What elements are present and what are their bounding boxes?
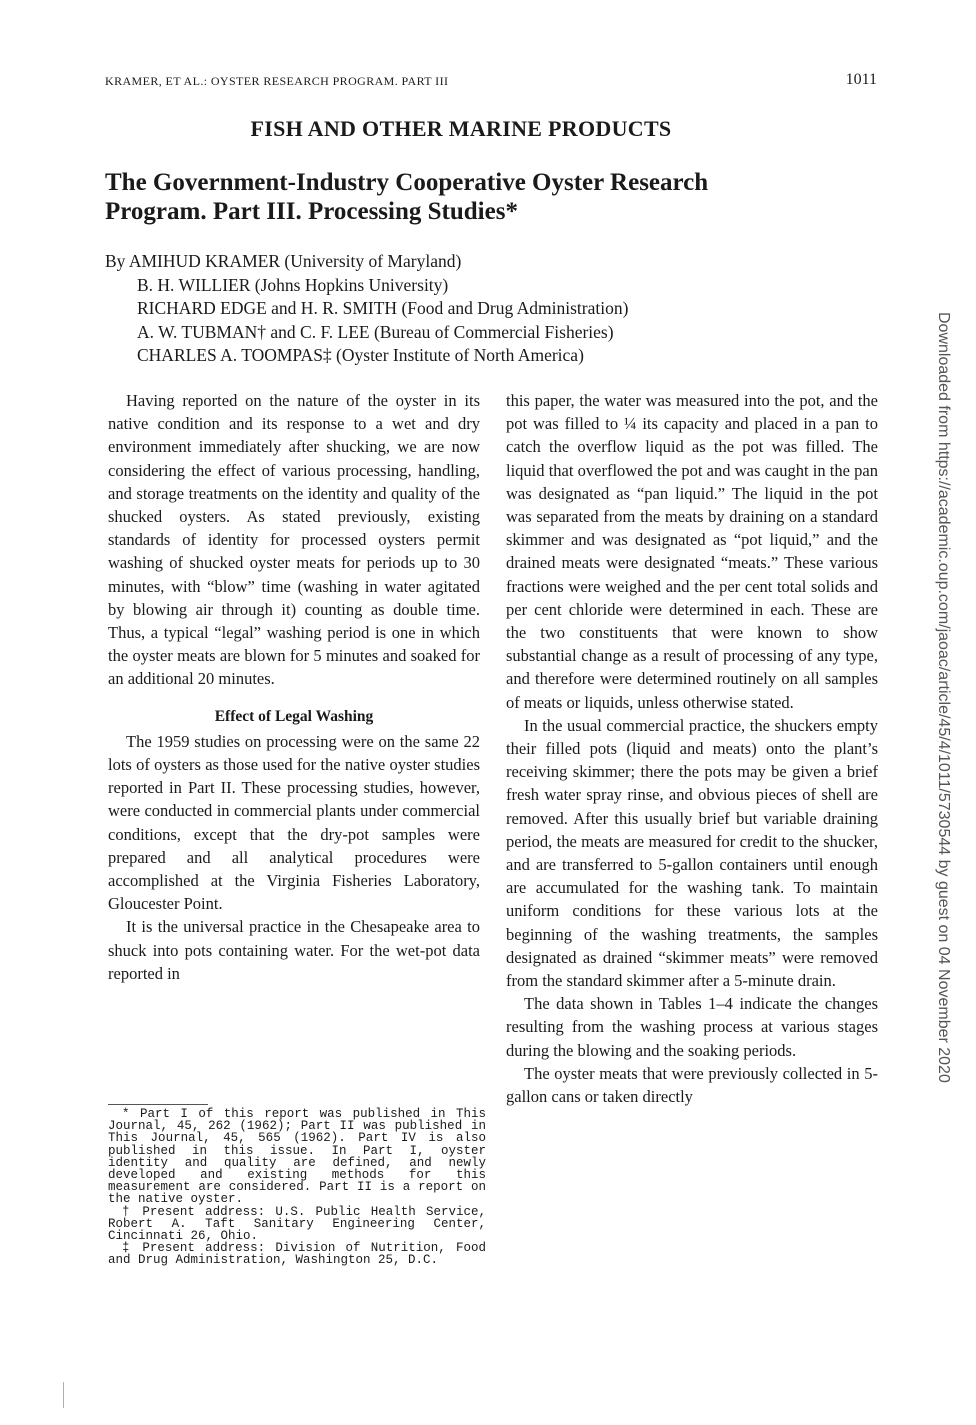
author-line: By AMIHUD KRAMER (University of Maryland) [105, 251, 462, 271]
author-line: RICHARD EDGE and H. R. SMITH (Food and Drug Administration) [137, 298, 629, 318]
body-paragraph: The 1959 studies on processing were on the same 22 lots of oysters as those used for the native oyster studies reported in Part II. These processing studies, however, were conducted in commercial plants under commercial conditions, except that the dry-pot samples were prepared and all analytical procedures were accomplished at the Virginia Fisheries Laboratory, Gloucester Point. [108, 731, 480, 914]
footnotes [108, 1108, 486, 1267]
body-paragraph: The data shown in Tables 1–4 indicate the changes resulting from the washing process at various stages during the blowing and the soaking periods. [506, 994, 878, 1060]
right-column [506, 389, 878, 1108]
footnote: * Part I of this report was published in This Journal, 45, 262 (1962); Part II was published in This Journal, 45, 565 (1962). Part IV is also published in this issue. In Part I, oyster identity and quality are defined, and newly developed and existing methods for this measurement are considered. Part II is a report on the native oyster. [108, 1107, 486, 1207]
body-paragraph: It is the universal practice in the Chesapeake area to shuck into pots containing water. For the wet-pot data reported in [108, 917, 480, 983]
scan-edge-mark [63, 1382, 64, 1408]
author-line: CHARLES A. TOOMPAS‡ (Oyster Institute of North America) [137, 345, 584, 365]
author-list [105, 250, 628, 368]
intro-paragraph: Having reported on the nature of the oyster in its native condition and its response to a wet and dry environment immediately after shucking, we are now considering the effect of various processing, handling, and storage treatments on the identity and quality of the shucked oysters. As stated previously, existing standards of identity for processed oysters permit washing of shucked oyster meats for periods up to 30 minutes, with “blow” time (washing in water agitated by blowing air through it) counting as double time. Thus, a typical “legal” washing period is one in which the oyster meats are blown for 5 minutes and soaked for an additional 20 minutes. [108, 391, 480, 689]
article-title [105, 168, 865, 226]
footnote: † Present address: U.S. Public Health Service, Robert A. Taft Sanitary Engineering Center, Cincinnati 26, Ohio. [108, 1204, 486, 1244]
author-line: A. W. TUBMAN† and C. F. LEE (Bureau of Commercial Fisheries) [137, 321, 614, 342]
body-paragraph: The oyster meats that were previously collected in 5-gallon cans or taken directly [506, 1063, 878, 1107]
section-title: FISH AND OTHER MARINE PRODUCTS [250, 116, 672, 141]
body-paragraph: this paper, the water was measured into the pot, and the pot was filled to ¼ its capacity and placed in a pan to catch the overflow liquid as the pot was filled. The liquid that overflowed the pot and was caught in the pan was designated as “pan liquid.” The liquid in the pot was separated from the meats by draining on a standard skimmer and was designated as “pot liquid,” and the drained meats were designated “meats.” These various fractions were weighed and the per cent total solids and per cent chloride were determined in each. These are the two constituents that were known to show substantial change as a result of processing of any type, and therefore were determined routinely on all samples of meats or liquids, unless otherwise stated. [506, 391, 878, 712]
footnote: ‡ Present address: Division of Nutrition, Food and Drug Administration, Washington 25, D.C. [108, 1241, 486, 1268]
article-title-line-1: The Government-Industry Cooperative Oyster Research [105, 169, 709, 196]
left-column [108, 389, 480, 985]
running-head [105, 71, 877, 89]
page-number: 1011 [845, 71, 877, 88]
author-line: B. H. WILLIER (Johns Hopkins University) [137, 274, 449, 295]
body-paragraph: In the usual commercial practice, the shuckers empty their filled pots (liquid and meats) onto the plant’s receiving skimmer; there the pots may be given a brief fresh water spray rinse, and obvious pieces of shell are removed. After this usually brief but variable draining period, the meats are measured for credit to the shucker, and are transferred to 5-gallon containers until enough are accumulated for the washing tank. To maintain uniform conditions for these various lots at the beginning of the washing treatments, the samples designated as drained “skimmer meats” were removed from the standard skimmer after a 5-minute drain. [506, 715, 878, 991]
subheading: Effect of Legal Washing [214, 707, 374, 725]
article-title-line-2: Program. Part III. Processing Studies* [105, 198, 518, 225]
running-head-title: KRAMER, ET AL.: OYSTER RESEARCH PROGRAM. PART III [105, 74, 449, 88]
footnote-rule [108, 1104, 208, 1105]
download-watermark: Downloaded from https://academic.oup.com/jaoac/article/45/4/1011/5730544 by guest on 04 November 2020 [935, 312, 952, 1083]
